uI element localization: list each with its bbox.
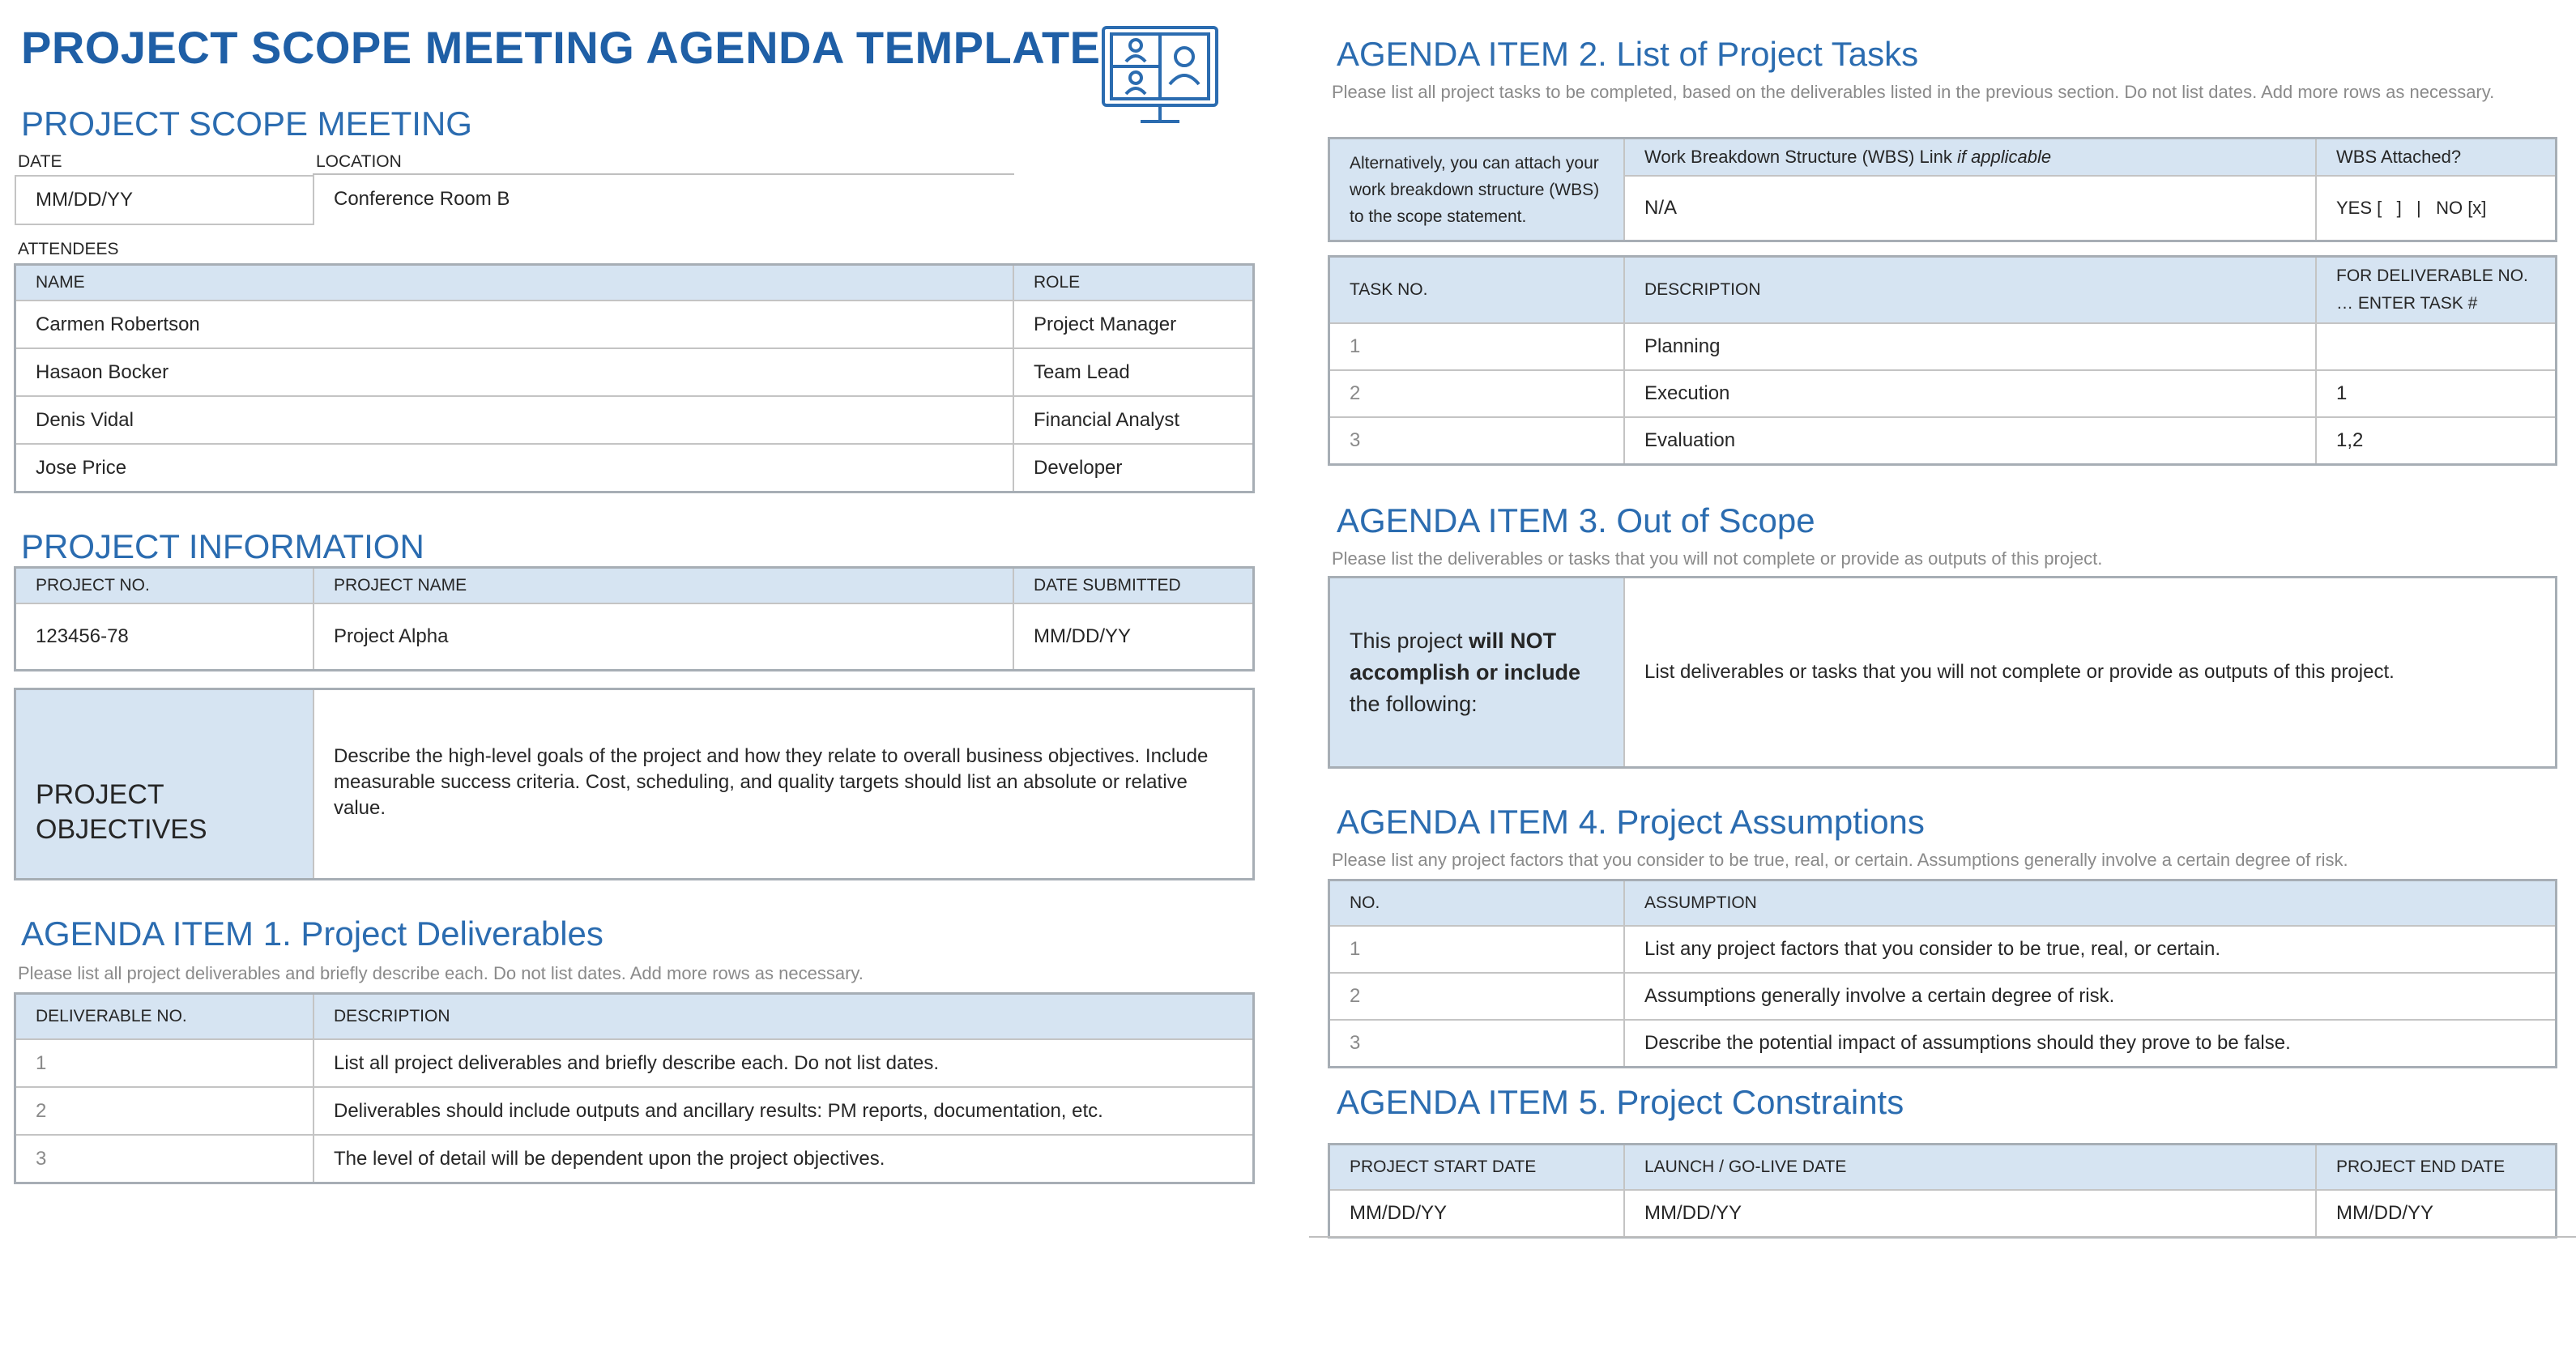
date-submitted-header: DATE SUBMITTED xyxy=(1013,568,1253,603)
date-submitted-value[interactable]: MM/DD/YY xyxy=(1013,603,1253,670)
location-label: LOCATION xyxy=(316,152,402,171)
bottom-divider xyxy=(1309,1236,2576,1238)
attendee-role[interactable]: Financial Analyst xyxy=(1013,396,1253,444)
deliverable-no: 3 xyxy=(15,1135,313,1183)
wbs-attached-header: WBS Attached? xyxy=(2316,139,2556,176)
table-row xyxy=(15,1135,1253,1183)
attendee-name[interactable]: Jose Price xyxy=(15,444,1013,492)
table-row xyxy=(1329,370,2556,417)
item1-title: AGENDA ITEM 1. Project Deliverables xyxy=(21,914,603,953)
location-value[interactable]: Conference Room B xyxy=(334,188,510,210)
table-row xyxy=(1329,323,2556,370)
launch-date-header: LAUNCH / GO-LIVE DATE xyxy=(1624,1145,2316,1190)
wbs-link-header xyxy=(1624,139,2316,176)
project-name-value[interactable]: Project Alpha xyxy=(313,603,1013,670)
deliverables-table xyxy=(15,993,1254,1183)
task-desc-header: DESCRIPTION xyxy=(1624,257,2316,323)
project-name-header: PROJECT NAME xyxy=(313,568,1013,603)
video-conference-monitor-icon xyxy=(1100,24,1220,128)
task-no: 2 xyxy=(1329,370,1624,417)
location-underline xyxy=(313,173,1014,175)
assumption-text[interactable]: Assumptions generally involve a certain degree of risk. xyxy=(1624,973,2556,1020)
out-of-scope-table xyxy=(1329,577,2557,768)
table-row xyxy=(1329,1020,2556,1067)
assumption-no: 2 xyxy=(1329,973,1624,1020)
project-no-header: PROJECT NO. xyxy=(15,568,313,603)
table-row xyxy=(15,396,1253,444)
item2-title: AGENDA ITEM 2. List of Project Tasks xyxy=(1337,35,1919,73)
table-row xyxy=(15,348,1253,396)
deliverable-desc[interactable]: List all project deliverables and briefly describe each. Do not list dates. xyxy=(313,1039,1253,1087)
task-deliverable[interactable] xyxy=(2316,323,2556,370)
assumptions-table xyxy=(1329,880,2557,1068)
assumption-header: ASSUMPTION xyxy=(1624,880,2556,926)
attendee-role[interactable]: Developer xyxy=(1013,444,1253,492)
wbs-table xyxy=(1329,138,2557,241)
assumption-text[interactable]: Describe the potential impact of assumptions should they prove to be false. xyxy=(1624,1020,2556,1067)
start-date-value[interactable]: MM/DD/YY xyxy=(1329,1190,1624,1237)
attendee-role[interactable]: Project Manager xyxy=(1013,301,1253,348)
task-desc[interactable]: Planning xyxy=(1624,323,2316,370)
table-row xyxy=(15,1039,1253,1087)
project-info-table xyxy=(15,567,1254,671)
item5-title: AGENDA ITEM 5. Project Constraints xyxy=(1337,1083,1904,1121)
assumption-no: 3 xyxy=(1329,1020,1624,1067)
task-desc[interactable]: Evaluation xyxy=(1624,417,2316,464)
table-row xyxy=(15,444,1253,492)
assumption-text[interactable]: List any project factors that you consider to be true, real, or certain. xyxy=(1624,926,2556,973)
attendee-name[interactable]: Denis Vidal xyxy=(15,396,1013,444)
table-row xyxy=(1329,926,2556,973)
item3-desc: Please list the deliverables or tasks that you will not complete or provide as outputs of this project. xyxy=(1332,548,2103,569)
deliverable-desc[interactable]: The level of detail will be dependent upon the project objectives. xyxy=(313,1135,1253,1183)
deliverable-no: 1 xyxy=(15,1039,313,1087)
attendees-role-header: ROLE xyxy=(1013,265,1253,301)
task-deliverable-header: FOR DELIVERABLE NO. … ENTER TASK # xyxy=(2316,257,2556,323)
wbs-link-qualifier: if applicable xyxy=(1956,147,2052,167)
item4-desc: Please list any project factors that you consider to be true, real, or certain. Assumptions generally involve a certain degree of risk. xyxy=(1332,850,2348,870)
attendee-role[interactable]: Team Lead xyxy=(1013,348,1253,396)
objectives-label: PROJECT OBJECTIVES xyxy=(15,689,313,879)
attendees-table xyxy=(15,264,1254,492)
deliverable-desc[interactable]: Deliverables should include outputs and ancillary results: PM reports, documentation, etc. xyxy=(313,1087,1253,1135)
attendee-name[interactable]: Carmen Robertson xyxy=(15,301,1013,348)
task-deliverable[interactable]: 1,2 xyxy=(2316,417,2556,464)
out-of-scope-text[interactable]: List deliverables or tasks that you will not complete or provide as outputs of this project. xyxy=(1624,578,2556,767)
page-title: PROJECT SCOPE MEETING AGENDA TEMPLATE xyxy=(21,22,1101,73)
item3-title: AGENDA ITEM 3. Out of Scope xyxy=(1337,501,1815,539)
task-deliverable[interactable]: 1 xyxy=(2316,370,2556,417)
item2-desc: Please list all project tasks to be completed, based on the deliverables listed in the previous section. Do not list dates. Add more rows as necessary. xyxy=(1332,82,2495,102)
end-date-value[interactable]: MM/DD/YY xyxy=(2316,1190,2556,1237)
task-desc[interactable]: Execution xyxy=(1624,370,2316,417)
attendees-name-header: NAME xyxy=(15,265,1013,301)
deliverable-no-header: DELIVERABLE NO. xyxy=(15,994,313,1039)
wbs-attached-value[interactable]: YES [ ] | NO [x] xyxy=(2316,176,2556,241)
tasks-table xyxy=(1329,256,2557,465)
assumption-no-header: NO. xyxy=(1329,880,1624,926)
assumption-no: 1 xyxy=(1329,926,1624,973)
out-of-scope-label-pre: This project xyxy=(1350,628,1469,653)
meeting-section-title: PROJECT SCOPE MEETING xyxy=(21,104,472,143)
launch-date-value[interactable]: MM/DD/YY xyxy=(1624,1190,2316,1237)
wbs-link-value[interactable]: N/A xyxy=(1624,176,2316,241)
wbs-note: Alternatively, you can attach your work breakdown structure (WBS) to the scope statement. xyxy=(1329,139,1624,241)
table-row xyxy=(15,301,1253,348)
task-no: 1 xyxy=(1329,323,1624,370)
out-of-scope-label-post: the following: xyxy=(1350,691,1478,716)
deliverable-desc-header: DESCRIPTION xyxy=(313,994,1253,1039)
deliverable-no: 2 xyxy=(15,1087,313,1135)
end-date-header: PROJECT END DATE xyxy=(2316,1145,2556,1190)
attendee-name[interactable]: Hasaon Bocker xyxy=(15,348,1013,396)
out-of-scope-label-bold: will NOT accomplish or include xyxy=(1350,628,1581,684)
out-of-scope-label xyxy=(1329,578,1624,767)
objectives-text[interactable]: Describe the high-level goals of the project and how they relate to overall business objectives. Include measurable success criteria. Cost, scheduling, and quality targets should list an absolute or relative value. xyxy=(313,689,1253,879)
start-date-header: PROJECT START DATE xyxy=(1329,1145,1624,1190)
date-box xyxy=(15,175,314,225)
item4-title: AGENDA ITEM 4. Project Assumptions xyxy=(1337,803,1925,841)
task-no: 3 xyxy=(1329,417,1624,464)
date-value[interactable]: MM/DD/YY xyxy=(15,176,313,224)
project-info-title: PROJECT INFORMATION xyxy=(21,527,424,565)
constraints-table xyxy=(1329,1144,2557,1238)
table-row xyxy=(1329,417,2556,464)
attendees-label: ATTENDEES xyxy=(18,240,119,258)
wbs-link-label: Work Breakdown Structure (WBS) Link xyxy=(1644,147,1952,167)
project-objectives-table xyxy=(15,689,1254,880)
item1-desc: Please list all project deliverables and briefly describe each. Do not list dates. Add more rows as necessary. xyxy=(18,963,864,983)
project-no-value[interactable]: 123456-78 xyxy=(15,603,313,670)
task-no-header: TASK NO. xyxy=(1329,257,1624,323)
table-row xyxy=(1329,973,2556,1020)
date-label: DATE xyxy=(18,152,62,171)
table-row xyxy=(15,1087,1253,1135)
